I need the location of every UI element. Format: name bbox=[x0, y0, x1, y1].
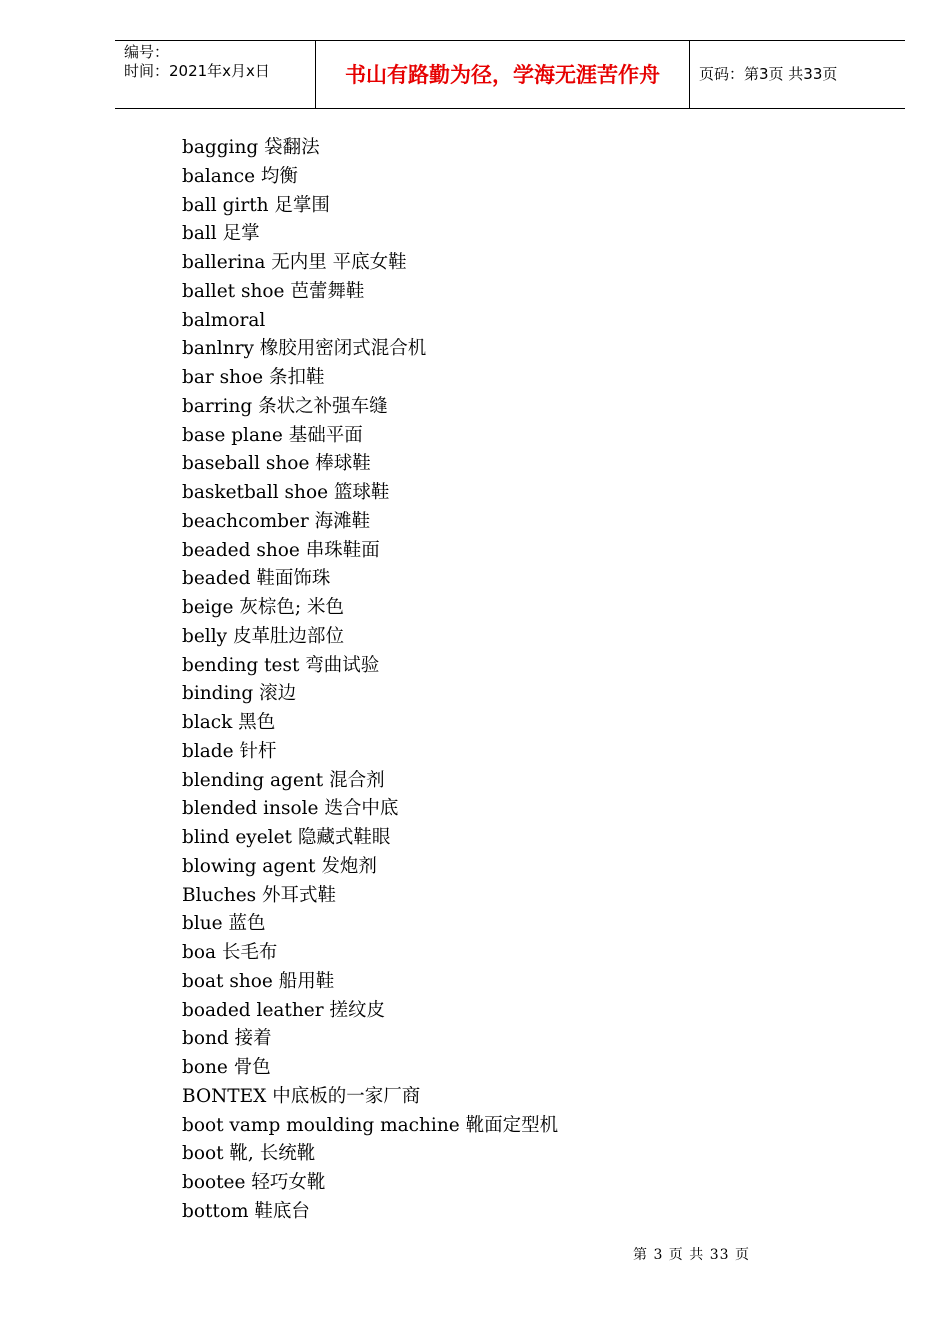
glossary-entry: blue 蓝色 bbox=[182, 913, 266, 935]
glossary-entry: blade 针杆 bbox=[182, 740, 277, 762]
glossary-entry: ballet shoe 芭蕾舞鞋 bbox=[182, 280, 365, 302]
glossary-entry: barring 条状之补强车缝 bbox=[182, 395, 388, 417]
glossary-entry: boaded leather 搓纹皮 bbox=[182, 999, 385, 1021]
glossary-entry: blowing agent 发炮剂 bbox=[182, 855, 377, 877]
header-page-info: 页码：第3页 共33页 bbox=[699, 65, 838, 83]
glossary-list bbox=[182, 134, 558, 1227]
glossary-entry: blended insole 迭合中底 bbox=[182, 798, 399, 820]
glossary-entry: BONTEX 中底板的一家厂商 bbox=[182, 1085, 421, 1107]
glossary-entry: ball girth 足掌围 bbox=[182, 194, 330, 216]
header-meta-cell bbox=[115, 41, 316, 108]
glossary-entry: basketball shoe 篮球鞋 bbox=[182, 482, 390, 503]
glossary-entry: beaded 鞋面饰珠 bbox=[182, 568, 331, 590]
glossary-entry: ball 足掌 bbox=[182, 223, 260, 245]
glossary-entry: beaded shoe 串珠鞋面 bbox=[182, 539, 380, 561]
glossary-entry: boa 长毛布 bbox=[182, 942, 278, 963]
glossary-entry: belly 皮革肚边部位 bbox=[182, 625, 344, 647]
glossary-entry: bending test 弯曲试验 bbox=[182, 654, 380, 676]
glossary-entry: bootee 轻巧女靴 bbox=[182, 1172, 326, 1193]
header-page-cell bbox=[690, 41, 905, 108]
glossary-entry: banlnry 橡胶用密闭式混合机 bbox=[182, 338, 427, 360]
page-header bbox=[115, 40, 905, 109]
glossary-entry: bone 骨色 bbox=[182, 1057, 271, 1078]
glossary-entry: balance 均衡 bbox=[182, 165, 298, 187]
header-motto-cell bbox=[316, 41, 690, 108]
glossary-entry: bagging 袋翻法 bbox=[182, 137, 320, 158]
glossary-entry: boot 靴, 长统靴 bbox=[182, 1143, 316, 1165]
glossary-entry: baseball shoe 棒球鞋 bbox=[182, 453, 371, 475]
glossary-entry: bond 接着 bbox=[182, 1028, 272, 1050]
glossary-entry: bar shoe 条扣鞋 bbox=[182, 367, 325, 388]
glossary-entry: balmoral bbox=[182, 309, 266, 331]
glossary-entry: boat shoe 船用鞋 bbox=[182, 970, 335, 992]
page-footer: 第 3 页 共 33 页 bbox=[633, 1247, 750, 1263]
glossary-entry: boot vamp moulding machine 靴面定型机 bbox=[182, 1114, 559, 1136]
glossary-entry: ballerina 无内里 平底女鞋 bbox=[182, 252, 407, 273]
document-date-label: 时间：2021年x月x日 bbox=[124, 62, 270, 80]
glossary-entry: bottom 鞋底台 bbox=[182, 1200, 310, 1222]
glossary-entry: blending agent 混合剂 bbox=[182, 769, 385, 791]
glossary-entry: base plane 基础平面 bbox=[182, 424, 363, 446]
glossary-entry: black 黑色 bbox=[182, 712, 276, 733]
glossary-entry: blind eyelet 隐藏式鞋眼 bbox=[182, 827, 391, 848]
document-number-label: 编号： bbox=[124, 43, 170, 61]
glossary-entry: beachcomber 海滩鞋 bbox=[182, 510, 371, 532]
glossary-entry: binding 滚边 bbox=[182, 683, 297, 705]
glossary-entry: beige 灰棕色; 米色 bbox=[182, 597, 344, 618]
glossary-entry: Bluches 外耳式鞋 bbox=[182, 884, 337, 906]
header-motto: 书山有路勤为径，学海无涯苦作舟 bbox=[345, 63, 660, 87]
